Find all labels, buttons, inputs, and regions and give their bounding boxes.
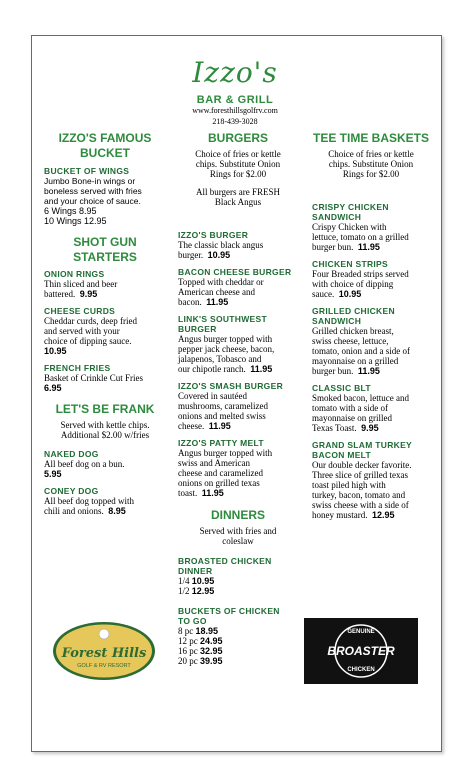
coney-dog-desc-last [44,506,166,516]
item-name-grand-slam [312,440,430,460]
golf-ball-icon [99,629,109,639]
bucket-16pc [178,646,298,656]
links-price: 11.95 [250,364,273,374]
item-name-broasted-dinner [178,556,298,576]
crispy-desc-3: burger bun. [312,242,354,252]
patty-desc-5: toast. [178,488,198,498]
bacon-burger-price: 11.95 [206,297,229,307]
bucket-20pc-label: 20 pc [178,656,198,666]
item-name-cheese-curds: CHEESE CURDS [44,306,116,316]
grilled-name-line2: SANDWICH [312,316,362,326]
item-name-grilled-chicken [312,306,430,326]
coney-dog-desc-1: All beef dog topped with [44,496,134,506]
bacon-burger-desc-1: Topped with cheddar or [178,277,264,287]
grand-slam-name-line2: BACON MELT [312,450,372,460]
section-title-burgers: BURGERS [207,131,268,145]
broasted-half-label: 1/2 [178,586,190,596]
burgers-note-2: Black Angus [214,197,262,207]
grand-slam-desc-4: turkey, bacon, tomato and [312,490,406,500]
blt-desc-last [312,423,430,433]
cheese-curds-desc-1: Cheddar curds, deep fried [44,316,137,326]
links-desc-last [178,364,298,374]
bucket-12pc [178,636,298,646]
bacon-burger-desc-3: bacon. [178,297,202,307]
smash-price: 11.95 [208,421,231,431]
bucket-20pc [178,656,298,666]
blt-desc-1: Smoked bacon, lettuce and [312,393,409,403]
item-name-naked-dog: NAKED DOG [44,449,99,459]
grilled-desc-last [312,366,430,376]
grilled-name-line1: GRILLED CHICKEN [312,306,395,316]
item-name-patty-melt: IZZO'S PATTY MELT [178,438,264,448]
burgers-note-1: All burgers are FRESH [195,187,281,197]
bacon-burger-desc-2: American cheese and [178,287,255,297]
grilled-desc-3: tomato, onion and a side of [312,346,410,356]
grilled-desc-5: burger bun. [312,366,354,376]
bucket-8pc-price: 18.95 [195,626,219,636]
smash-desc-2: mushrooms, caramelized [178,401,268,411]
forest-hills-logo-subtext: GOLF & RV RESORT [77,663,131,669]
crispy-name-line1: CRISPY CHICKEN [312,202,389,212]
famous-title-line1: IZZO'S FAMOUS [58,131,152,145]
onion-rings-price: 9.95 [79,289,98,299]
smash-desc-4: cheese. [178,421,205,431]
frank-sub-1: Served with kettle chips. [60,420,150,430]
bucket-wings-desc-1: Jumbo Bone-in wings or [44,176,136,186]
grand-slam-desc-last [312,500,430,520]
onion-rings-desc-1: Thin sliced and beer [44,279,118,289]
bucket-8pc-label: 8 pc [178,626,194,636]
crispy-price: 11.95 [357,242,380,252]
broasted-quarter [178,576,298,586]
forest-hills-logo [52,621,156,681]
crispy-desc-last [312,242,430,252]
izzos-burger-price: 10.95 [207,250,231,260]
grand-slam-desc-2: Three slice of grilled texas [312,470,408,480]
patty-price: 11.95 [201,488,224,498]
item-name-links-southwest [178,314,298,334]
coney-dog-desc-2: chili and onions. [44,506,104,516]
french-fries-price: 6.95 [44,383,62,393]
section-title-tee-time: TEE TIME BASKETS [312,131,429,145]
izzos-burger-desc-1: The classic black angus [178,240,264,250]
patty-desc-4: onions on grilled texas [178,478,260,488]
coney-dog-price: 8.95 [108,506,126,516]
grand-slam-price: 12.95 [372,510,395,520]
broaster-main-text: BROASTER [327,644,395,658]
item-name-crispy-chicken [312,202,430,222]
bucket-16pc-label: 16 pc [178,646,198,656]
broaster-bottom-text: CHICKEN [347,667,375,673]
grand-slam-desc-5: swiss cheese with a side of honey mustard. [312,500,409,520]
frank-sub-2: Additional $2.00 w/fries [60,430,150,440]
strips-desc-3: sauce. [312,289,335,299]
grilled-desc-2: swiss cheese, lettuce, [312,336,389,346]
broasted-name-line2: DINNER [178,566,213,576]
crispy-name-line2: SANDWICH [312,212,362,222]
buckets-name-line1: BUCKETS OF CHICKEN [178,606,280,616]
french-fries-desc-1: Basket of Crinkle Cut Fries [44,373,143,383]
links-name-line1: LINK'S SOUTHWEST [178,314,267,324]
crispy-desc-1: Crispy Chicken with [312,222,387,232]
grand-slam-desc-1: Our double decker favorite. [312,460,412,470]
item-name-onion-rings: ONION RINGS [44,269,105,279]
shotgun-title-line2: STARTERS [73,250,137,264]
izzos-logo-subtitle: BAR & GRILL [196,94,274,106]
blt-price: 9.95 [361,423,379,433]
item-name-buckets-chicken [178,606,298,626]
links-name-line2: BURGER [178,324,217,334]
naked-dog-desc-1: All beef dog on a bun. [44,459,125,469]
patty-desc-1: Angus burger topped with [178,448,273,458]
column-middle [178,131,298,666]
tee-sub-1: Choice of fries or kettle [328,149,414,159]
tee-sub-2: chips. Substitute Onion [328,159,414,169]
cheese-curds-price: 10.95 [44,346,67,356]
patty-desc-3: cheese and caramelized [178,468,263,478]
item-name-bacon-cheese-burger: BACON CHEESE BURGER [178,267,292,277]
izzos-logo-script: Izzo's [192,56,278,89]
item-name-classic-blt: CLASSIC BLT [312,383,371,393]
crispy-desc-2: lettuce, tomato on a grilled [312,232,409,242]
column-right [312,131,430,520]
buckets-name-line2: TO GO [178,616,207,626]
grilled-price: 11.95 [357,366,380,376]
smash-desc-3: onions and melted swiss [178,411,266,421]
broaster-top-text: GENUINE [347,629,375,635]
grilled-desc-4: mayonnaise on a grilled [312,356,399,366]
item-name-coney-dog: CONEY DOG [44,486,99,496]
broaster-logo [304,618,418,684]
item-name-chicken-strips: CHICKEN STRIPS [312,259,388,269]
burgers-sub-3: Rings for $2.00 [209,169,267,179]
grilled-desc-1: Grilled chicken breast, [312,326,394,336]
burgers-sub-2: chips. Substitute Onion [195,159,281,169]
smash-desc-1: Covered in sautéed [178,391,247,401]
bucket-8pc [178,626,298,636]
broasted-quarter-price: 10.95 [191,576,215,586]
links-desc-4: our chipotle ranch. [178,364,246,374]
bucket-wings-desc-2: boneless served with fries [44,186,142,196]
patty-desc-last [178,488,298,498]
bacon-burger-desc-last [178,297,298,307]
broasted-quarter-label: 1/4 [178,576,190,586]
dinners-sub-2: coleslaw [222,536,254,546]
strips-price: 10.95 [338,289,362,299]
bucket-wings-desc-3: and your choice of sauce. [44,196,141,206]
cheese-curds-desc-3: choice of dipping sauce. [44,336,132,346]
section-title-frank: LET'S BE FRANK [55,402,155,416]
broasted-name-line1: BROASTED CHICKEN [178,556,272,566]
izzos-burger-desc-2: burger. [178,250,204,260]
grand-slam-desc-3: toast piled high with [312,480,386,490]
smash-desc-last [178,421,298,431]
bucket-20pc-price: 39.95 [200,656,223,666]
links-desc-2: pepper jack cheese, bacon, [178,344,275,354]
column-left [44,131,166,516]
bucket-12pc-label: 12 pc [178,636,198,646]
izzos-burger-desc-last [178,250,298,260]
item-name-smash-burger: IZZO'S SMASH BURGER [178,381,284,391]
burgers-sub-1: Choice of fries or kettle [195,149,281,159]
phone-text: 218-439-3028 [212,117,258,126]
section-title-shotgun [44,235,166,265]
strips-desc-1: Four Breaded strips served [312,269,409,279]
website-text: www.foresthillsgolfrv.com [192,106,278,115]
links-desc-1: Angus burger topped with [178,334,273,344]
blt-desc-3: mayonnaise on grilled [312,413,392,423]
famous-title-line2: BUCKET [80,146,130,160]
bucket-12pc-price: 24.95 [200,636,223,646]
onion-rings-desc-last [44,289,166,299]
section-title-dinners: DINNERS [210,508,265,522]
strips-desc-last [312,289,430,299]
bucket-wings-price-10: 10 Wings 12.95 [44,216,107,226]
item-name-bucket-wings: BUCKET OF WINGS [44,166,130,176]
item-name-french-fries: FRENCH FRIES [44,363,111,373]
blt-desc-4: Texas Toast. [312,423,357,433]
broasted-half [178,586,298,596]
patty-desc-2: swiss and American [178,458,250,468]
dinners-sub-1: Served with fries and [199,526,277,536]
shotgun-title-line1: SHOT GUN [73,235,137,249]
bucket-wings-price-6: 6 Wings 8.95 [44,206,97,216]
links-desc-3: jalapenos, Tobasco and [178,354,262,364]
naked-dog-price: 5.95 [44,469,62,479]
tee-sub-3: Rings for $2.00 [342,169,400,179]
strips-desc-2: with choice of dipping [312,279,394,289]
cheese-curds-desc-2: and served with your [44,326,120,336]
bucket-16pc-price: 32.95 [200,646,223,656]
section-title-famous [44,131,166,161]
grand-slam-name-line1: GRAND SLAM TURKEY [312,440,413,450]
onion-rings-desc-2: battered. [44,289,76,299]
broasted-half-price: 12.95 [191,586,215,596]
item-name-izzos-burger: IZZO'S BURGER [178,230,249,240]
blt-desc-2: tomato with a side of [312,403,388,413]
forest-hills-logo-text: Forest Hills [61,646,147,661]
